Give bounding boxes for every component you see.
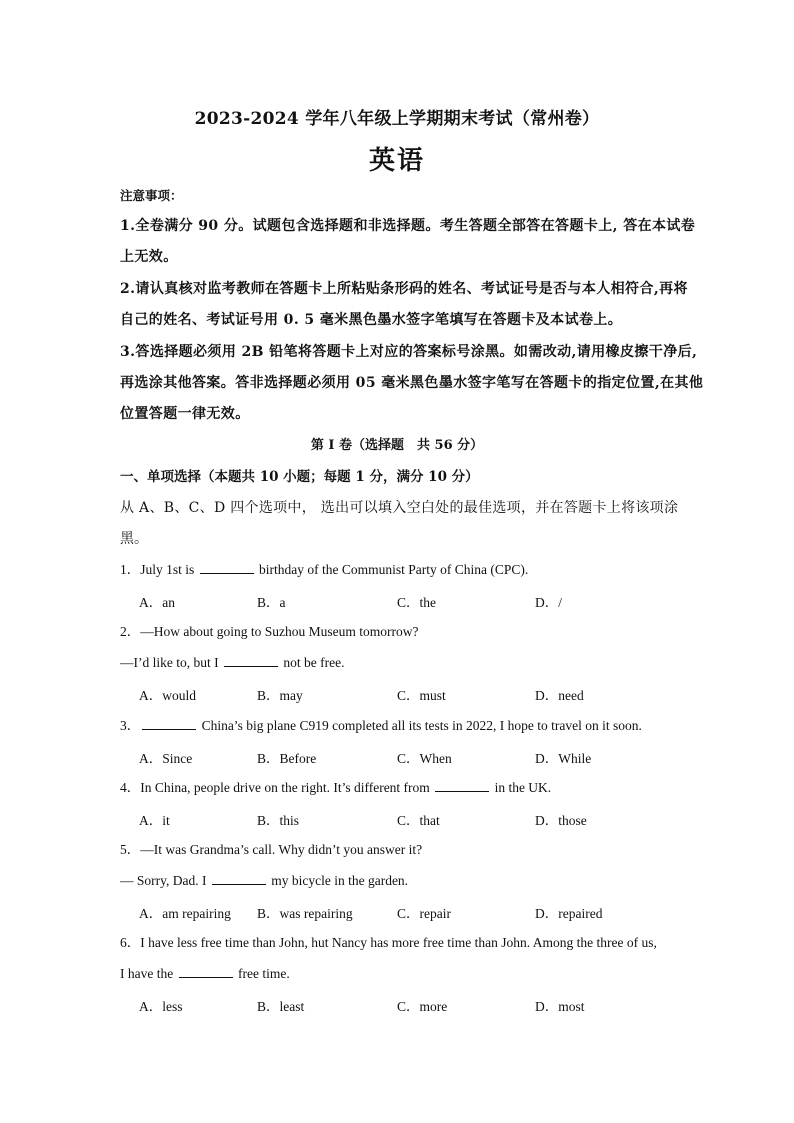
answer-option[interactable]: D．need — [535, 688, 584, 704]
answer-option[interactable]: D．/ — [535, 595, 562, 611]
answer-option[interactable]: C．repair — [397, 906, 451, 922]
note-line: 1.全卷满分 90 分。试题包含选择题和非选择题。考生答题全部答在答题卡上, 答在本试卷 — [120, 218, 696, 234]
answer-blank[interactable] — [179, 965, 233, 978]
exam-title: 2023-2024 学年八年级上学期期末考试（常州卷） — [194, 109, 600, 129]
question-text: 5．—It was Grandma’s call. Why didn’t you answer it? — [120, 841, 423, 857]
answer-options — [139, 591, 699, 611]
question-text: 2．—How about going to Suzhou Museum tomorrow? — [120, 624, 419, 640]
notes-heading: 注意事项： — [120, 188, 183, 203]
question-stem — [120, 871, 680, 891]
answer-option[interactable]: D．most — [535, 999, 585, 1015]
question-stem — [120, 964, 680, 984]
subject-title: 英语 — [368, 146, 425, 176]
section-title: 一、单项选择（本题共 10 小题；每题 1 分，满分 10 分） — [120, 469, 479, 485]
answer-options — [139, 902, 699, 922]
answer-option[interactable]: D．While — [535, 750, 592, 766]
note-line: 3.答选择题必须用 2B 铅笔将答题卡上对应的答案标号涂黑。如需改动,请用橡皮擦干净后, — [120, 344, 698, 360]
answer-option[interactable]: C．must — [397, 688, 446, 704]
question-text: 1．July 1st is — [120, 562, 198, 577]
answer-option[interactable]: D．repaired — [535, 906, 603, 922]
answer-blank[interactable] — [200, 561, 254, 574]
answer-option[interactable]: A．am repairing — [139, 906, 231, 922]
question-text: 3． — [120, 717, 141, 733]
note-line: 再选涂其他答案。答非选择题必须用 05 毫米黑色墨水签字笔写在答题卡的指定位置,在其他 — [120, 375, 704, 391]
answer-options — [139, 684, 699, 704]
question-stem — [120, 778, 680, 798]
question-stem — [120, 716, 680, 736]
answer-blank[interactable] — [435, 779, 489, 792]
answer-option[interactable]: C．the — [397, 595, 436, 611]
answer-options — [139, 995, 699, 1015]
part-title: 第 I 卷（选择题 共 56 分） — [310, 438, 484, 453]
question-text: 4．In China, people drive on the right. It’s different from — [120, 779, 434, 795]
question-text: free time. — [234, 966, 290, 982]
question-text: China’s big plane C919 completed all its tests in 2022, I hope to travel on it soon. — [198, 717, 642, 733]
section-instruction: 从 A、B、C、D 四个选项中， 选出可以填入空白处的最佳选项，并在答题卡上将该项涂 — [120, 500, 679, 516]
answer-option[interactable]: A．would — [139, 688, 196, 704]
answer-option[interactable]: B．Before — [257, 750, 317, 766]
answer-option[interactable]: A．Since — [139, 750, 193, 766]
answer-blank[interactable] — [142, 717, 196, 730]
answer-option[interactable]: B．may — [257, 688, 303, 704]
answer-option[interactable]: C．more — [397, 999, 448, 1015]
question-stem — [120, 622, 680, 642]
answer-options — [139, 809, 699, 829]
question-text: — Sorry, Dad. I — [120, 873, 210, 888]
question-text: —I’d like to, but I — [120, 655, 222, 671]
section-instruction: 黑。 — [120, 531, 148, 547]
answer-option[interactable]: B．was repairing — [257, 906, 353, 922]
answer-blank[interactable] — [224, 654, 278, 667]
question-text: I have the — [120, 966, 177, 982]
answer-option[interactable]: A．an — [139, 595, 175, 611]
question-text: 6．I have less free time than John, hut Nancy has more free time than John. Among the three of us, — [120, 935, 657, 951]
question-stem — [120, 840, 680, 860]
answer-options — [139, 747, 699, 767]
question-text: my bicycle in the garden. — [267, 873, 409, 888]
question-text: birthday of the Communist Party of China (CPC). — [255, 562, 529, 577]
note-line: 自己的姓名、考试证号用 0. 5 毫米黑色墨水签字笔填写在答题卡及本试卷上。 — [120, 312, 623, 328]
answer-option[interactable]: B．this — [257, 812, 300, 828]
note-line: 位置答题一律无效。 — [120, 406, 250, 422]
question-text: in the UK. — [491, 779, 552, 795]
question-stem — [120, 933, 680, 953]
answer-option[interactable]: B．a — [257, 595, 286, 611]
question-stem — [120, 560, 680, 580]
answer-option[interactable]: C．When — [397, 750, 452, 766]
note-line: 2.请认真核对监考教师在答题卡上所粘贴条形码的姓名、考试证号是否与本人相符合,再将 — [120, 281, 688, 297]
answer-option[interactable]: C．that — [397, 812, 440, 828]
answer-blank[interactable] — [212, 872, 266, 885]
question-text: not be free. — [279, 655, 345, 671]
answer-option[interactable]: D．those — [535, 812, 587, 828]
note-line: 上无效。 — [120, 249, 178, 265]
answer-option[interactable]: A．less — [139, 999, 183, 1015]
question-stem — [120, 653, 680, 673]
answer-option[interactable]: B．least — [257, 999, 305, 1015]
answer-option[interactable]: A．it — [139, 812, 170, 828]
